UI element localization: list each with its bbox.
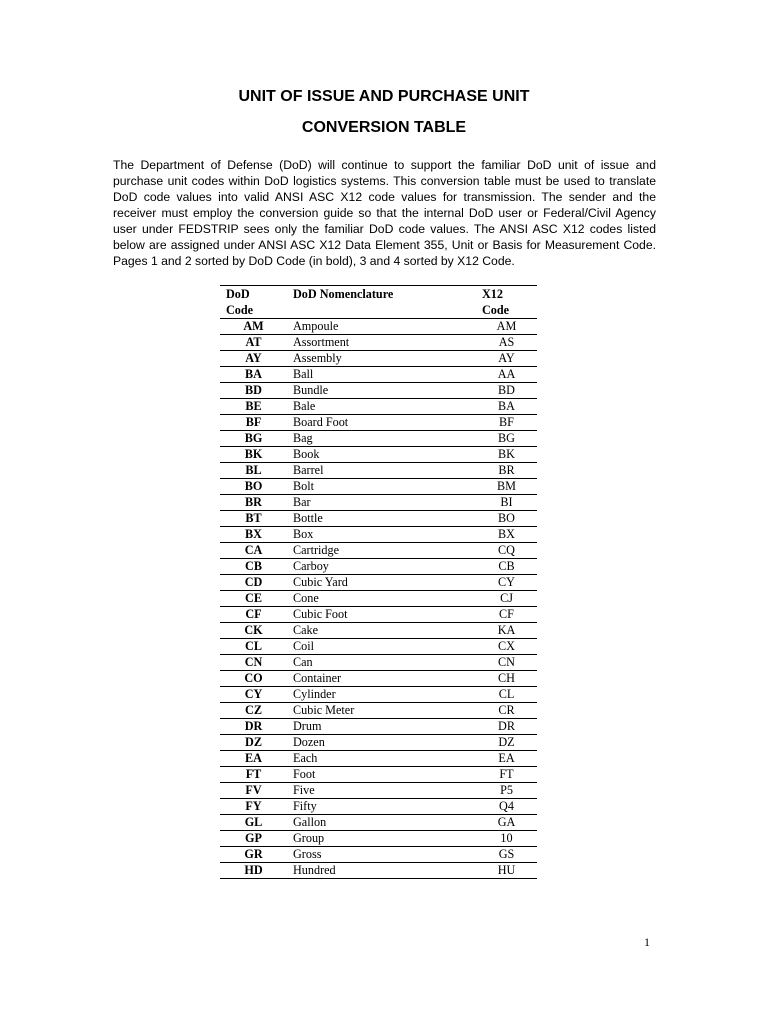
- table-row: [220, 703, 537, 719]
- x12-code-cell: KA: [476, 623, 537, 639]
- dod-code-cell: CZ: [220, 703, 287, 719]
- dod-code-cell: BK: [220, 447, 287, 463]
- nomenclature-cell: Gallon: [287, 815, 476, 831]
- dod-code-cell: BF: [220, 415, 287, 431]
- nomenclature-cell: Cubic Meter: [287, 703, 476, 719]
- nomenclature-cell: Assortment: [287, 335, 476, 351]
- x12-code-cell: BA: [476, 399, 537, 415]
- header-dod-code-line2: Code: [226, 303, 254, 317]
- nomenclature-cell: Box: [287, 527, 476, 543]
- dod-code-cell: CA: [220, 543, 287, 559]
- conversion-table: [220, 285, 537, 879]
- table-row: [220, 655, 537, 671]
- nomenclature-cell: Five: [287, 783, 476, 799]
- x12-code-cell: BK: [476, 447, 537, 463]
- table-row: [220, 863, 537, 879]
- table-header: [220, 286, 537, 319]
- table-row: [220, 351, 537, 367]
- nomenclature-cell: Bale: [287, 399, 476, 415]
- nomenclature-cell: Cone: [287, 591, 476, 607]
- table-row: [220, 463, 537, 479]
- dod-code-cell: CB: [220, 559, 287, 575]
- document-title-line2: CONVERSION TABLE: [301, 119, 467, 136]
- dod-code-cell: CY: [220, 687, 287, 703]
- x12-code-cell: CN: [476, 655, 537, 671]
- table-row: [220, 847, 537, 863]
- table-row: [220, 815, 537, 831]
- dod-code-cell: AY: [220, 351, 287, 367]
- table-row: [220, 415, 537, 431]
- x12-code-cell: CQ: [476, 543, 537, 559]
- dod-code-cell: FT: [220, 767, 287, 783]
- header-nomenclature: DoD Nomenclature: [287, 286, 476, 319]
- dod-code-cell: EA: [220, 751, 287, 767]
- x12-code-cell: CR: [476, 703, 537, 719]
- nomenclature-cell: Cubic Yard: [287, 575, 476, 591]
- nomenclature-cell: Dozen: [287, 735, 476, 751]
- nomenclature-cell: Cubic Foot: [287, 607, 476, 623]
- header-x12-code-line2: Code: [482, 303, 510, 317]
- nomenclature-cell: Bar: [287, 495, 476, 511]
- x12-code-cell: CH: [476, 671, 537, 687]
- dod-code-cell: HD: [220, 863, 287, 879]
- table-row: [220, 383, 537, 399]
- dod-code-cell: GR: [220, 847, 287, 863]
- x12-code-cell: BX: [476, 527, 537, 543]
- dod-code-cell: FV: [220, 783, 287, 799]
- nomenclature-cell: Bundle: [287, 383, 476, 399]
- dod-code-cell: CE: [220, 591, 287, 607]
- table-row: [220, 527, 537, 543]
- table-row: [220, 671, 537, 687]
- dod-code-cell: BR: [220, 495, 287, 511]
- x12-code-cell: HU: [476, 863, 537, 879]
- dod-code-cell: BE: [220, 399, 287, 415]
- x12-code-cell: BM: [476, 479, 537, 495]
- dod-code-cell: GP: [220, 831, 287, 847]
- x12-code-cell: CL: [476, 687, 537, 703]
- table-row: [220, 751, 537, 767]
- x12-code-cell: BI: [476, 495, 537, 511]
- nomenclature-cell: Coil: [287, 639, 476, 655]
- x12-code-cell: BR: [476, 463, 537, 479]
- table-row: [220, 559, 537, 575]
- table-row: [220, 319, 537, 335]
- nomenclature-cell: Fifty: [287, 799, 476, 815]
- x12-code-cell: BD: [476, 383, 537, 399]
- x12-code-cell: DZ: [476, 735, 537, 751]
- header-dod-code-line1: DoD: [226, 287, 250, 301]
- x12-code-cell: AS: [476, 335, 537, 351]
- table-row: [220, 623, 537, 639]
- nomenclature-cell: Cake: [287, 623, 476, 639]
- nomenclature-cell: Barrel: [287, 463, 476, 479]
- table-row: [220, 591, 537, 607]
- dod-code-cell: CF: [220, 607, 287, 623]
- table-row: [220, 399, 537, 415]
- table-row: [220, 767, 537, 783]
- dod-code-cell: BL: [220, 463, 287, 479]
- dod-code-cell: BD: [220, 383, 287, 399]
- nomenclature-cell: Cylinder: [287, 687, 476, 703]
- nomenclature-cell: Carboy: [287, 559, 476, 575]
- header-row: [220, 286, 537, 319]
- nomenclature-cell: Bolt: [287, 479, 476, 495]
- x12-code-cell: DR: [476, 719, 537, 735]
- dod-code-cell: AT: [220, 335, 287, 351]
- table-row: [220, 447, 537, 463]
- table-row: [220, 495, 537, 511]
- dod-code-cell: BO: [220, 479, 287, 495]
- table-row: [220, 511, 537, 527]
- table-row: [220, 479, 537, 495]
- document-title-line1: UNIT OF ISSUE AND PURCHASE UNIT: [238, 88, 530, 105]
- dod-code-cell: CN: [220, 655, 287, 671]
- table-row: [220, 575, 537, 591]
- nomenclature-cell: Ball: [287, 367, 476, 383]
- nomenclature-cell: Container: [287, 671, 476, 687]
- nomenclature-cell: Ampoule: [287, 319, 476, 335]
- x12-code-cell: GA: [476, 815, 537, 831]
- page-number: 1: [644, 935, 650, 949]
- x12-code-cell: BO: [476, 511, 537, 527]
- nomenclature-cell: Hundred: [287, 863, 476, 879]
- dod-code-cell: BX: [220, 527, 287, 543]
- x12-code-cell: GS: [476, 847, 537, 863]
- table-row: [220, 687, 537, 703]
- x12-code-cell: AM: [476, 319, 537, 335]
- header-dod-code: [220, 286, 287, 319]
- table-row: [220, 607, 537, 623]
- x12-code-cell: CJ: [476, 591, 537, 607]
- dod-code-cell: AM: [220, 319, 287, 335]
- nomenclature-cell: Bottle: [287, 511, 476, 527]
- nomenclature-cell: Cartridge: [287, 543, 476, 559]
- x12-code-cell: BG: [476, 431, 537, 447]
- dod-code-cell: CD: [220, 575, 287, 591]
- nomenclature-cell: Board Foot: [287, 415, 476, 431]
- x12-code-cell: Q4: [476, 799, 537, 815]
- nomenclature-cell: Each: [287, 751, 476, 767]
- table-row: [220, 831, 537, 847]
- x12-code-cell: CB: [476, 559, 537, 575]
- x12-code-cell: FT: [476, 767, 537, 783]
- x12-code-cell: AY: [476, 351, 537, 367]
- dod-code-cell: DZ: [220, 735, 287, 751]
- table-row: [220, 639, 537, 655]
- nomenclature-cell: Can: [287, 655, 476, 671]
- x12-code-cell: EA: [476, 751, 537, 767]
- header-x12-code: [476, 286, 537, 319]
- x12-code-cell: P5: [476, 783, 537, 799]
- dod-code-cell: DR: [220, 719, 287, 735]
- x12-code-cell: CY: [476, 575, 537, 591]
- nomenclature-cell: Gross: [287, 847, 476, 863]
- table-body: [220, 319, 537, 879]
- dod-code-cell: CO: [220, 671, 287, 687]
- nomenclature-cell: Drum: [287, 719, 476, 735]
- dod-code-cell: BT: [220, 511, 287, 527]
- header-x12-code-line1: X12: [482, 287, 503, 301]
- table-row: [220, 335, 537, 351]
- x12-code-cell: CF: [476, 607, 537, 623]
- x12-code-cell: AA: [476, 367, 537, 383]
- nomenclature-cell: Bag: [287, 431, 476, 447]
- dod-code-cell: FY: [220, 799, 287, 815]
- table-row: [220, 799, 537, 815]
- x12-code-cell: BF: [476, 415, 537, 431]
- nomenclature-cell: Group: [287, 831, 476, 847]
- nomenclature-cell: Assembly: [287, 351, 476, 367]
- intro-paragraph: The Department of Defense (DoD) will continue to support the familiar DoD unit of issue and purchase unit codes within DoD logistics systems. This conversion table must be used to translate DoD code values into valid ANSI ASC X12 code values for transmission. The sender and the receiver must employ the conversion guide so that the internal DoD user or Federal/Civil Agency user under FEDSTRIP sees only the familiar DoD code values. The ANSI ASC X12 codes listed below are assigned under ANSI ASC X12 Data Element 355, Unit or Basis for Measurement Code. Pages 1 and 2 sorted by DoD Code (in bold), 3 and 4 sorted by X12 Code.: [113, 158, 656, 268]
- table-row: [220, 431, 537, 447]
- table-row: [220, 543, 537, 559]
- x12-code-cell: 10: [476, 831, 537, 847]
- nomenclature-cell: Book: [287, 447, 476, 463]
- nomenclature-cell: Foot: [287, 767, 476, 783]
- table-row: [220, 735, 537, 751]
- table-row: [220, 719, 537, 735]
- dod-code-cell: CL: [220, 639, 287, 655]
- dod-code-cell: BG: [220, 431, 287, 447]
- table-row: [220, 367, 537, 383]
- dod-code-cell: CK: [220, 623, 287, 639]
- table-row: [220, 783, 537, 799]
- x12-code-cell: CX: [476, 639, 537, 655]
- dod-code-cell: BA: [220, 367, 287, 383]
- dod-code-cell: GL: [220, 815, 287, 831]
